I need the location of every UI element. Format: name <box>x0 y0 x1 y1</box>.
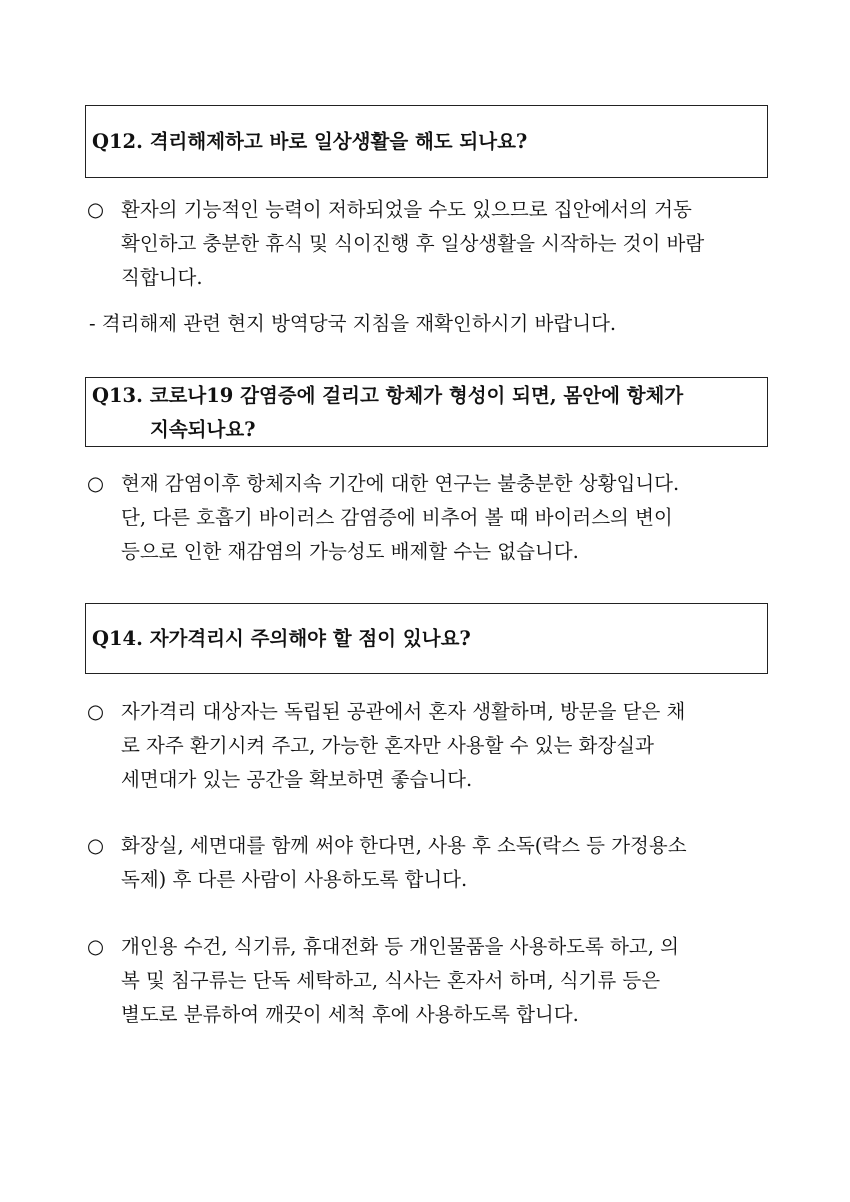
answer-q14-1 <box>85 695 775 797</box>
answer-q12 <box>85 193 775 295</box>
answer-line: 복 및 침구류는 단독 세탁하고, 식사는 혼자서 하며, 식기류 등은 <box>121 969 661 992</box>
question-box-q13 <box>85 377 768 447</box>
answer-line: ○ 환자의 기능적인 능력이 저하되었을 수도 있으므로 집안에서의 거동 <box>85 193 775 227</box>
bullet-icon: ○ <box>87 472 105 495</box>
question-title: Q14. 자가격리시 주의해야 할 점이 있나요? <box>92 627 471 650</box>
answer-line: 세면대가 있는 공간을 확보하면 좋습니다. <box>121 768 473 791</box>
answer-line: 독제) 후 다른 사람이 사용하도록 합니다. <box>121 868 468 891</box>
bullet-icon: ○ <box>87 935 105 958</box>
bullet-icon: ○ <box>87 700 105 723</box>
bullet-icon: ○ <box>87 834 105 857</box>
question-box-q12 <box>85 105 768 178</box>
answer-line: 등으로 인한 재감염의 가능성도 배제할 수는 없습니다. <box>121 540 579 563</box>
answer-line: 직합니다. <box>121 266 203 289</box>
question-title: Q12. 격리해제하고 바로 일상생활을 해도 되나요? <box>92 130 528 153</box>
answer-line: ○ 개인용 수건, 식기류, 휴대전화 등 개인물품을 사용하도록 하고, 의 <box>85 930 775 964</box>
answer-line: ○ 현재 감염이후 항체지속 기간에 대한 연구는 불충분한 상황입니다. <box>85 467 775 501</box>
answer-q13 <box>85 467 775 569</box>
answer-line: 로 자주 환기시켜 주고, 가능한 혼자만 사용할 수 있는 화장실과 <box>121 734 654 757</box>
answer-q14-3 <box>85 930 775 1032</box>
note-q12 <box>85 307 775 341</box>
answer-line: 확인하고 충분한 휴식 및 식이진행 후 일상생활을 시작하는 것이 바람 <box>121 232 705 255</box>
question-box-q14 <box>85 603 768 674</box>
question-title-line1: Q13. 코로나19 감염증에 걸리고 항체가 형성이 되면, 몸안에 항체가 <box>92 384 684 407</box>
answer-line: ○ 자가격리 대상자는 독립된 공관에서 혼자 생활하며, 방문을 닫은 채 <box>85 695 775 729</box>
answer-line: 단, 다른 호흡기 바이러스 감염증에 비추어 볼 때 바이러스의 변이 <box>121 506 673 529</box>
answer-line: 별도로 분류하여 깨끗이 세척 후에 사용하도록 합니다. <box>121 1003 579 1026</box>
question-title-line2: 지속되나요? <box>150 418 256 441</box>
bullet-icon: ○ <box>87 198 105 221</box>
answer-q14-2 <box>85 829 775 897</box>
answer-line: ○ 화장실, 세면대를 함께 써야 한다면, 사용 후 소독(락스 등 가정용소 <box>85 829 775 863</box>
note-line: - 격리해제 관련 현지 방역당국 지침을 재확인하시기 바랍니다. <box>89 312 617 335</box>
